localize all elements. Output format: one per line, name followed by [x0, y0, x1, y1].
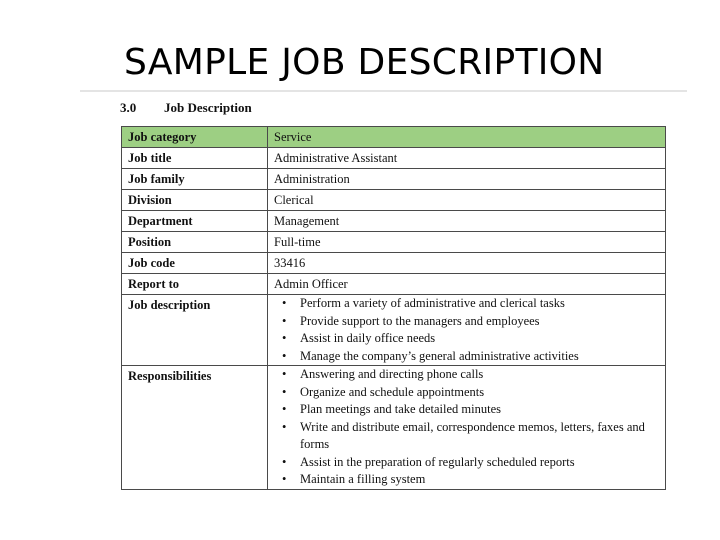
job-description-list — [274, 295, 659, 365]
row-value: 33416 — [268, 253, 666, 274]
row-label: Department — [122, 211, 268, 232]
row-value: Service — [268, 127, 666, 148]
slide-title: SAMPLE JOB DESCRIPTION — [124, 42, 605, 83]
list-item: • Manage the company’s general administrative activities — [274, 348, 659, 366]
document-image — [80, 90, 687, 495]
row-label: Job code — [122, 253, 268, 274]
table-row-job-family — [122, 169, 666, 190]
table-row-job-category — [122, 127, 666, 148]
row-label: Job description — [122, 295, 268, 366]
section-title: Job Description — [164, 100, 252, 115]
row-label: Position — [122, 232, 268, 253]
divider — [80, 90, 687, 92]
table-row-responsibilities — [122, 366, 666, 490]
list-item: • Plan meetings and take detailed minutes — [274, 401, 659, 419]
row-value: Management — [268, 211, 666, 232]
list-item: • Provide support to the managers and employees — [274, 313, 659, 331]
list-item: • Maintain a filling system — [274, 471, 659, 489]
list-item: • Organize and schedule appointments — [274, 384, 659, 402]
row-label: Division — [122, 190, 268, 211]
row-label: Report to — [122, 274, 268, 295]
row-value — [268, 366, 666, 490]
row-value — [268, 295, 666, 366]
table-row-division — [122, 190, 666, 211]
table-row-position — [122, 232, 666, 253]
section-number: 3.0 — [120, 100, 137, 115]
list-item: • Assist in daily office needs — [274, 330, 659, 348]
row-value: Clerical — [268, 190, 666, 211]
row-value: Full-time — [268, 232, 666, 253]
row-label: Job title — [122, 148, 268, 169]
row-value: Administration — [268, 169, 666, 190]
document-heading — [120, 100, 252, 116]
job-description-table — [121, 126, 666, 490]
table-row-job-description — [122, 295, 666, 366]
row-value: Admin Officer — [268, 274, 666, 295]
table-row-report-to — [122, 274, 666, 295]
table-row-department — [122, 211, 666, 232]
row-value: Administrative Assistant — [268, 148, 666, 169]
row-label: Responsibilities — [122, 366, 268, 490]
list-item: • Assist in the preparation of regularly scheduled reports — [274, 454, 659, 472]
table-row-job-code — [122, 253, 666, 274]
responsibilities-list — [274, 366, 659, 489]
row-label: Job family — [122, 169, 268, 190]
list-item: • Write and distribute email, correspondence memos, letters, faxes and forms — [274, 419, 659, 454]
list-item: • Answering and directing phone calls — [274, 366, 659, 384]
row-label: Job category — [122, 127, 268, 148]
table-row-job-title — [122, 148, 666, 169]
list-item: • Perform a variety of administrative and clerical tasks — [274, 295, 659, 313]
